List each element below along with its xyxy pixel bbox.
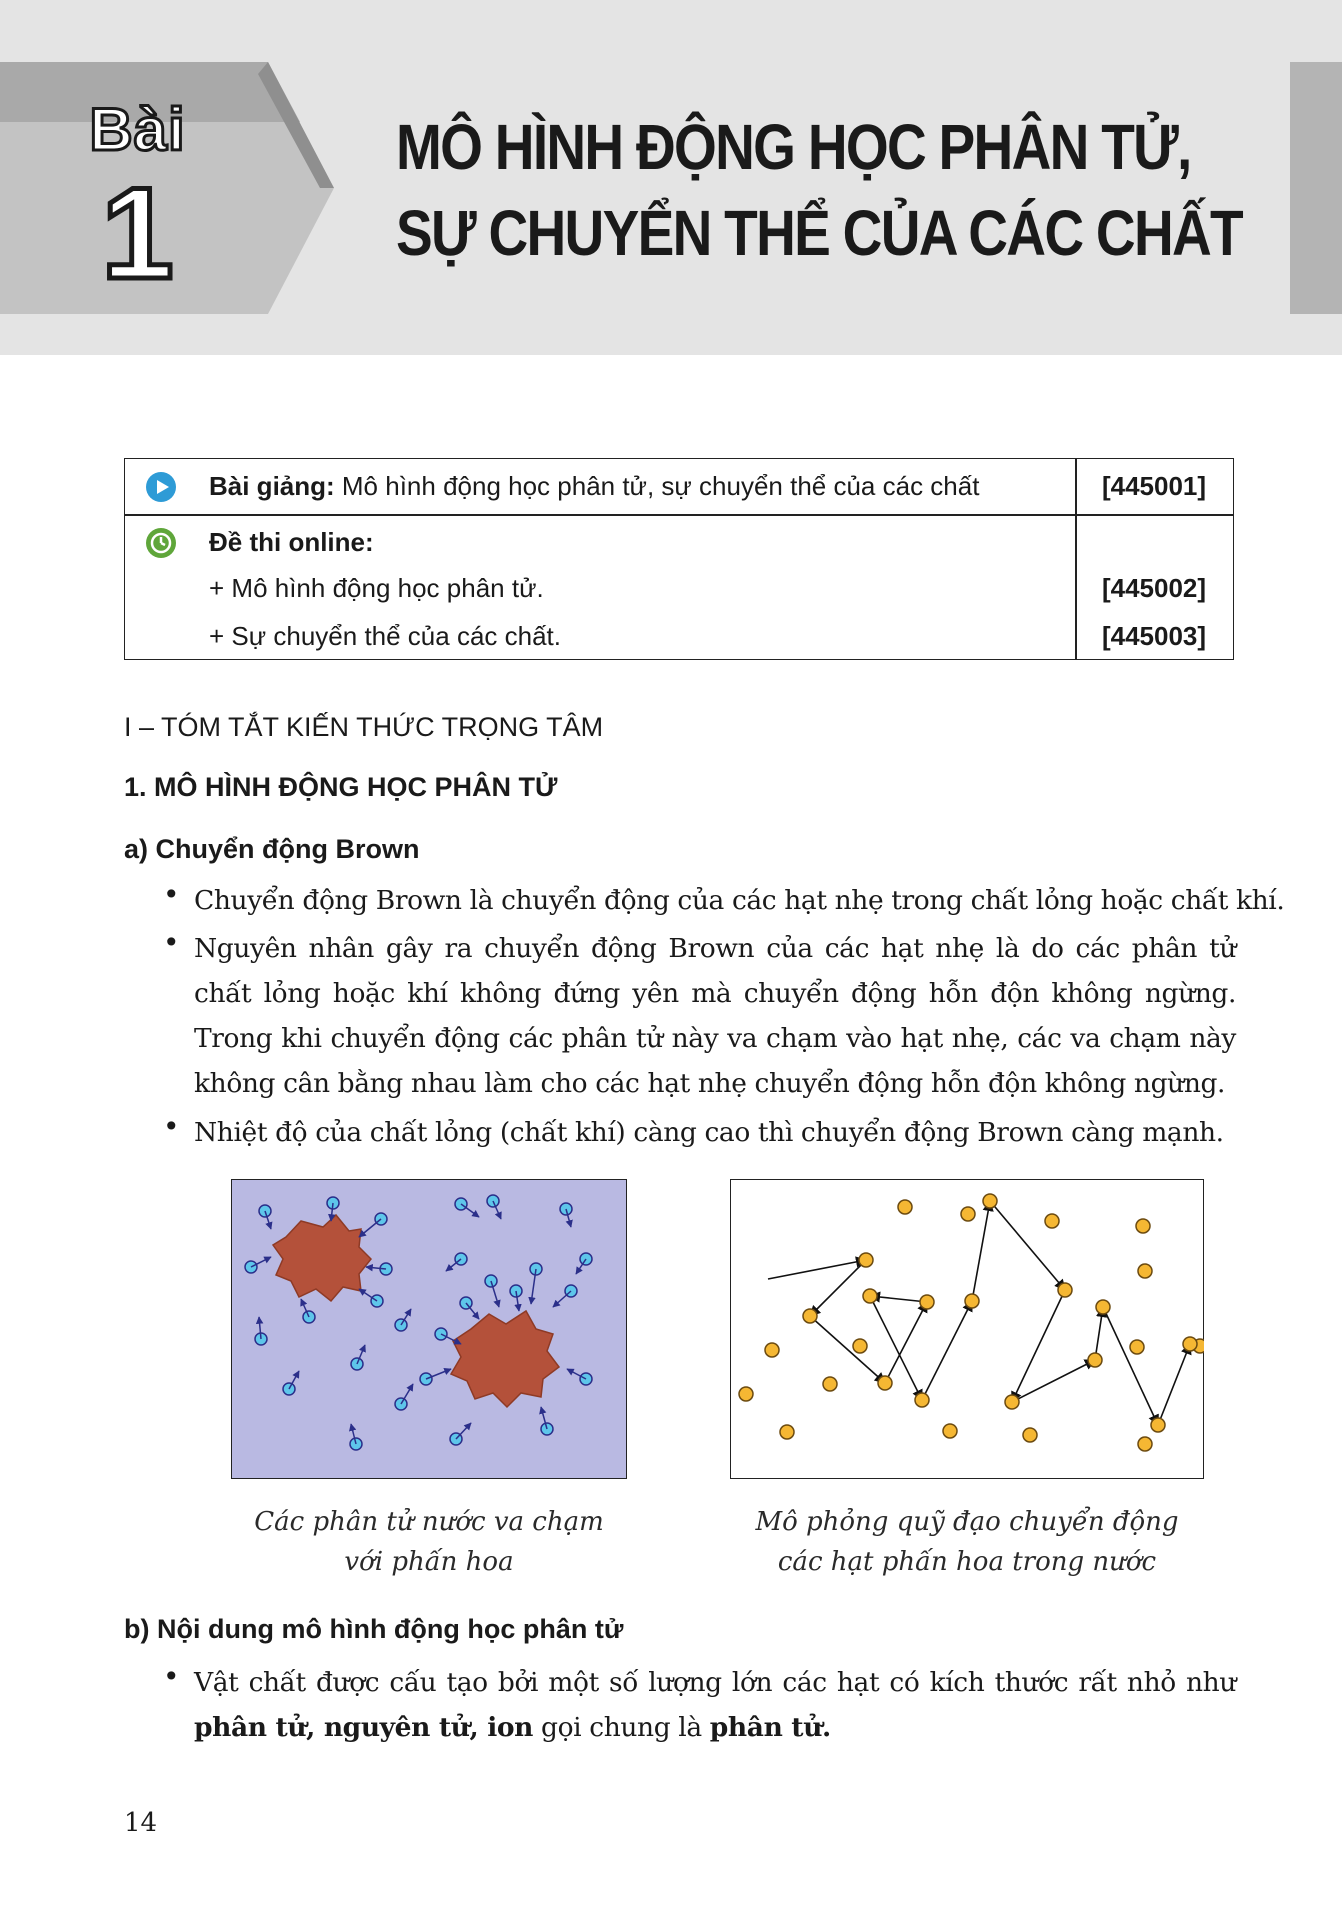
play-icon[interactable] xyxy=(145,471,177,503)
section-heading: I – TÓM TẮT KIẾN THỨC TRỌNG TÂM xyxy=(124,712,604,742)
bullet-b1-text2: gọi chung là xyxy=(533,1712,710,1743)
exam-label-text: Đề thi online: xyxy=(209,527,374,557)
exam-item-2-code: [445003] xyxy=(1101,621,1207,651)
figure-left-caption-line1: Các phân tử nước va chạm xyxy=(254,1507,604,1537)
bullet-b1-bold2: phân tử. xyxy=(709,1712,831,1743)
lesson-title-line1: MÔ HÌNH ĐỘNG HỌC PHÂN TỬ, xyxy=(396,111,1191,183)
lesson-number: 1 xyxy=(101,160,174,306)
header-side-tab xyxy=(1290,62,1342,314)
lecture-text: Mô hình động học phân tử, sự chuyển thể của các chất xyxy=(334,471,980,501)
figure-left-caption xyxy=(231,1502,627,1582)
figure-left-caption-line2: với phấn hoa xyxy=(344,1547,514,1577)
lecture-row[interactable] xyxy=(209,471,979,502)
bullet-a3: Nhiệt độ của chất lỏng (chất khí) càng cao thì chuyển động Brown càng mạnh. xyxy=(194,1117,1224,1148)
lesson-title-line2: SỰ CHUYỂN THỂ CỦA CÁC CHẤT xyxy=(396,197,1242,269)
bullet-b1 xyxy=(194,1660,1236,1750)
resource-table xyxy=(124,458,1234,660)
lesson-label: Bài xyxy=(89,96,186,163)
lecture-label: Bài giảng: xyxy=(209,471,335,501)
subheading-kinetic-model: 1. MÔ HÌNH ĐỘNG HỌC PHÂN TỬ xyxy=(124,772,558,802)
figure-pollen-collisions xyxy=(231,1179,627,1479)
bullet-b1-bold1: phân tử, nguyên tử, ion xyxy=(194,1712,534,1743)
figure-pollen-trajectory xyxy=(730,1179,1204,1479)
bullet-b1-text1: Vật chất được cấu tạo bởi một số lượng lớn các hạt có kích thước rất nhỏ như xyxy=(194,1667,1236,1698)
clock-icon[interactable] xyxy=(145,527,177,559)
exam-item-2[interactable]: + Sự chuyển thể của các chất. xyxy=(209,621,562,651)
figure-right-caption-line1: Mô phỏng quỹ đạo chuyển động xyxy=(755,1507,1179,1537)
subheading-kinetic-model-content: b) Nội dung mô hình động học phân tử xyxy=(124,1614,624,1644)
page-number: 14 xyxy=(124,1808,158,1838)
bullet-a1: Chuyển động Brown là chuyển động của các hạt nhẹ trong chất lỏng hoặc chất khí. xyxy=(194,885,1285,916)
bullet-icon: • xyxy=(163,1110,180,1143)
subheading-brownian-motion: a) Chuyển động Brown xyxy=(124,834,420,864)
bullet-a2: Nguyên nhân gây ra chuyển động Brown của các hạt nhẹ là do các phân tử chất lỏng hoặc khí không đứng yên mà chuyển động hỗn độn không ngừng. Trong khi chuyển động các phân tử này va chạm vào hạt nhẹ, các va chạm này không cân bằng nhau làm cho các hạt nhẹ chuyển động hỗn độn không ngừng. xyxy=(194,933,1236,1099)
figure-right-caption-line2: các hạt phấn hoa trong nước xyxy=(777,1547,1157,1577)
bullet-icon: • xyxy=(163,878,180,911)
exam-item-1[interactable]: + Mô hình động học phân tử. xyxy=(209,573,544,603)
table-divider-horizontal xyxy=(125,514,1233,516)
lecture-code: [445001] xyxy=(1101,471,1207,501)
figure-right-caption xyxy=(730,1502,1204,1582)
bullet-icon: • xyxy=(163,1660,180,1693)
bullet-icon: • xyxy=(163,926,180,959)
exam-item-1-code: [445002] xyxy=(1101,573,1207,603)
exam-label xyxy=(209,527,374,558)
